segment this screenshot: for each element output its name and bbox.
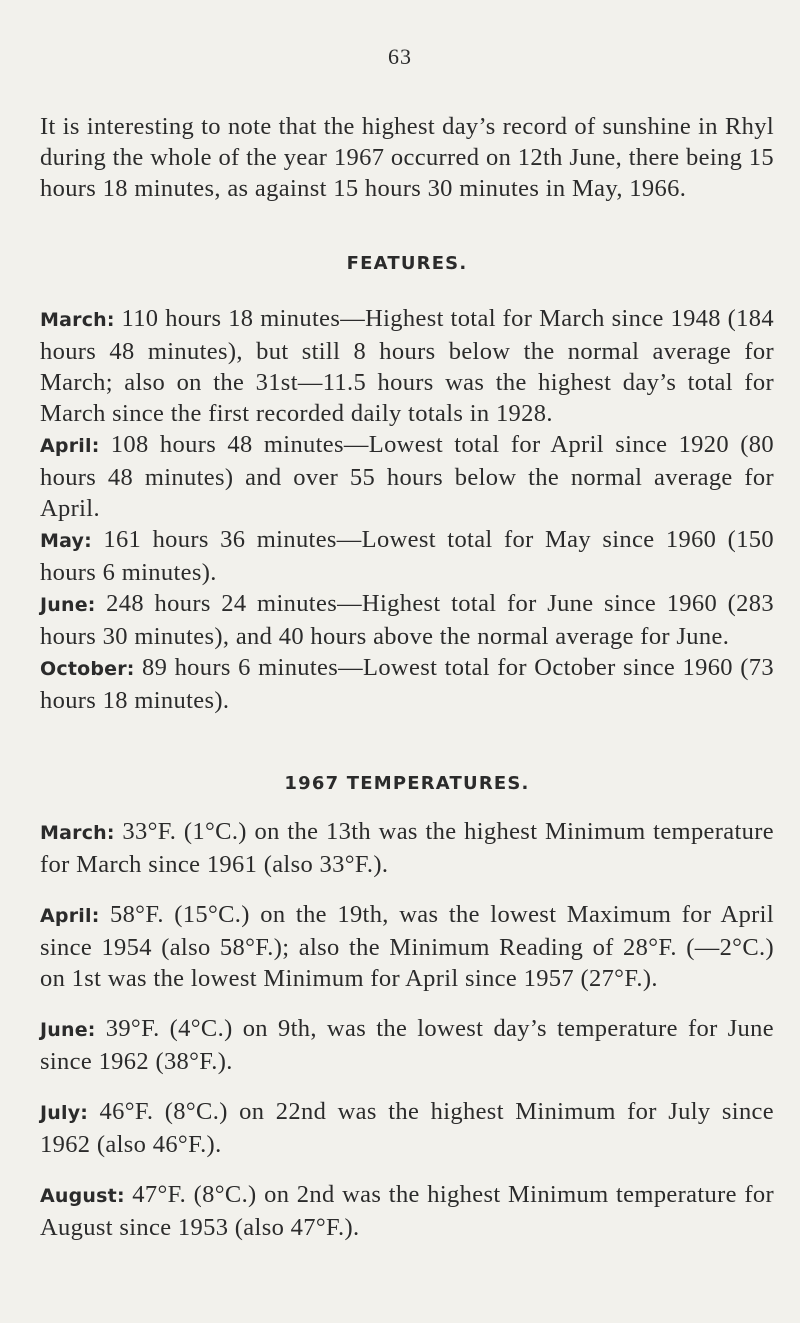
features-heading: FEATURES. (346, 253, 468, 274)
temperature-entry-march (40, 816, 774, 880)
entry-label: March: (40, 309, 115, 331)
temperatures-section (40, 816, 774, 1243)
entry-text: 248 hours 24 minutes—Highest total for June since 1960 (283 hours 30 minutes), and 40 hours above the normal average for June. (40, 590, 774, 650)
entry-label: October: (40, 658, 135, 680)
temperature-entry-july (40, 1096, 774, 1160)
entry-text: 47°F. (8°C.) on 2nd was the highest Minimum temperature for August since 1953 (also 47°F.). (40, 1181, 775, 1241)
entry-label: May: (40, 530, 92, 552)
page-number: 63 (388, 44, 412, 69)
entry-text: 46°F. (8°C.) on 22nd was the highest Minimum for July since 1962 (also 46°F.). (40, 1098, 774, 1158)
entry-label: April: (40, 435, 100, 457)
intro-paragraph: It is interesting to note that the highest day’s record of sunshine in Rhyl during the whole of the year 1967 occurred on 12th June, there being 15 hours 18 minutes, as against 15 hours 30 minutes in May, 1966. (40, 113, 774, 202)
entry-text: 161 hours 36 minutes—Lowest total for May since 1960 (150 hours 6 minutes). (40, 526, 774, 586)
entry-text: 110 hours 18 minutes—Highest total for March since 1948 (184 hours 48 minutes), but still 8 hours below the normal average for March; also on the 31st—11.5 hours was the highest day’s total for March since the first recorded daily totals in 1928. (40, 305, 774, 427)
feature-entry-june (40, 588, 774, 652)
entry-text: 58°F. (15°C.) on the 19th, was the lowest Maximum for April since 1954 (also 58°F.); also the Minimum Reading of 28°F. (—2°C.) on 1st was the lowest Minimum for April since 1957 (27°F.). (40, 901, 774, 992)
entry-text: 89 hours 6 minutes—Lowest total for October since 1960 (73 hours 18 minutes). (40, 654, 774, 714)
temperatures-heading: 1967 TEMPERATURES. (284, 773, 530, 794)
entry-label: June: (40, 1019, 96, 1041)
feature-entry-march (40, 303, 774, 429)
entry-label: June: (40, 594, 96, 616)
entry-text: 39°F. (4°C.) on 9th, was the lowest day’s temperature for June since 1962 (38°F.). (40, 1015, 774, 1075)
temperature-entry-april (40, 899, 774, 994)
entry-label: July: (40, 1102, 89, 1124)
temperature-entry-june (40, 1013, 774, 1077)
entry-text: 108 hours 48 minutes—Lowest total for April since 1920 (80 hours 48 minutes) and over 55 hours below the normal average for April. (40, 431, 774, 522)
entry-text: 33°F. (1°C.) on the 13th was the highest Minimum temperature for March since 1961 (also 33°F.). (40, 818, 774, 878)
feature-entry-may (40, 524, 774, 588)
features-section (40, 303, 774, 716)
feature-entry-april (40, 429, 774, 524)
entry-label: April: (40, 905, 100, 927)
temperature-entry-august (40, 1179, 774, 1243)
entry-label: August: (40, 1185, 125, 1207)
feature-entry-october (40, 652, 774, 716)
entry-label: March: (40, 822, 115, 844)
page-content (40, 111, 774, 1262)
